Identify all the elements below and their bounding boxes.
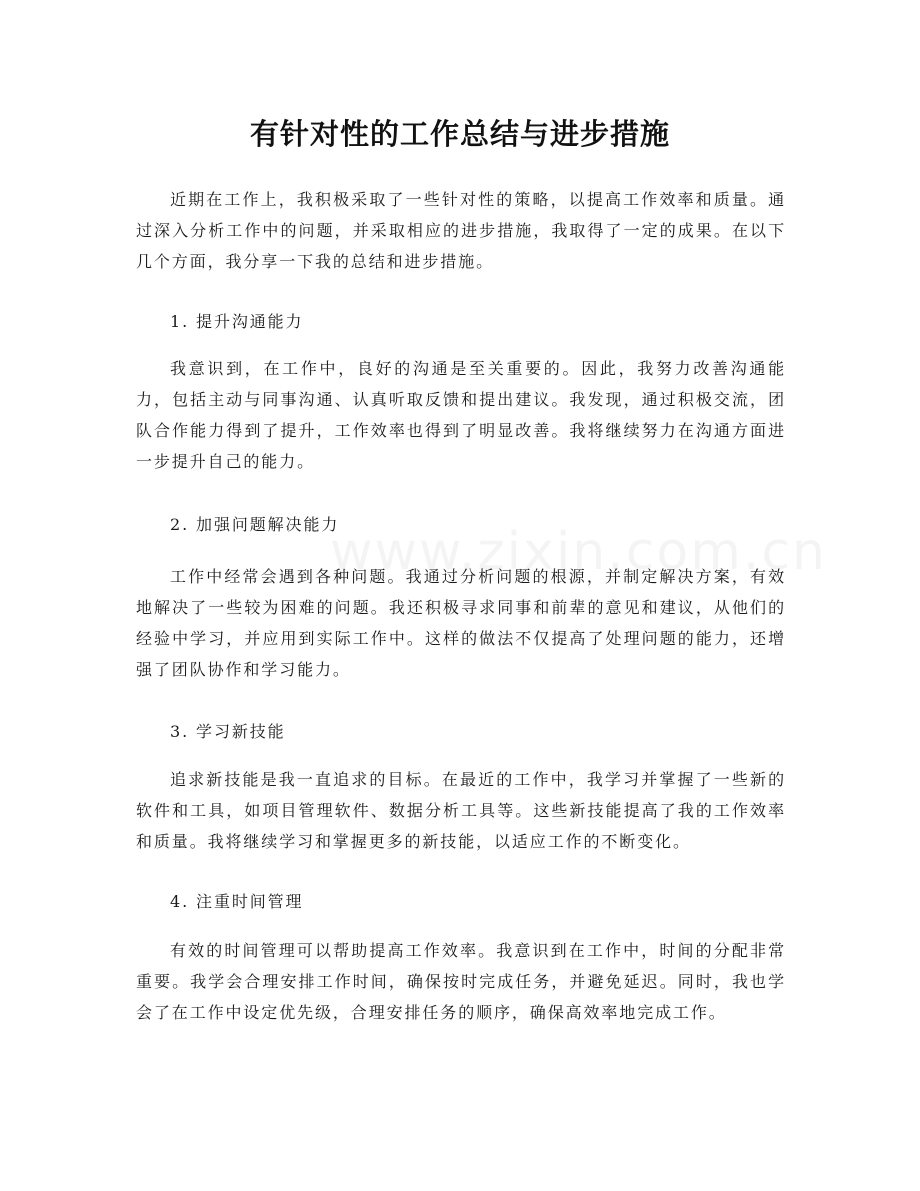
section-2-heading: 2. 加强问题解决能力 — [170, 515, 340, 534]
section-1-heading: 1. 提升沟通能力 — [170, 312, 304, 331]
section-1-body: 我意识到，在工作中，良好的沟通是至关重要的。因此，我努力改善沟通能力，包括主动与同事沟通、认真听取反馈和提出建议。我发现，通过积极交流，团队合作能力得到了提升，工作效率也得到了明显改善。我将继续努力在沟通方面进一步提升自己的能力。 — [136, 359, 786, 471]
section-3-heading: 3. 学习新技能 — [170, 722, 286, 741]
page-title: 有针对性的工作总结与进步措施 — [249, 117, 670, 151]
section-4-heading: 4. 注重时间管理 — [170, 892, 304, 911]
section-4-body: 有效的时间管理可以帮助提高工作效率。我意识到在工作中，时间的分配非常重要。我学会合理安排工作时间，确保按时完成任务，并避免延迟。同时，我也学会了在工作中设定优先级，合理安排任务的顺序，确保高效率地完成工作。 — [136, 941, 786, 1022]
intro-paragraph: 近期在工作上，我积极采取了一些针对性的策略，以提高工作效率和质量。通过深入分析工作中的问题，并采取相应的进步措施，我取得了一定的成果。在以下几个方面，我分享一下我的总结和进步措施。 — [136, 190, 786, 271]
section-3-body: 追求新技能是我一直追求的目标。在最近的工作中，我学习并掌握了一些新的软件和工具，如项目管理软件、数据分析工具等。这些新技能提高了我的工作效率和质量。我将继续学习和掌握更多的新技能，以适应工作的不断变化。 — [136, 770, 786, 851]
section-2-body: 工作中经常会遇到各种问题。我通过分析问题的根源，并制定解决方案，有效地解决了一些较为困难的问题。我还积极寻求同事和前辈的意见和建议，从他们的经验中学习，并应用到实际工作中。这样的做法不仅提高了处理问题的能力，还增强了团队协作和学习能力。 — [136, 567, 786, 679]
